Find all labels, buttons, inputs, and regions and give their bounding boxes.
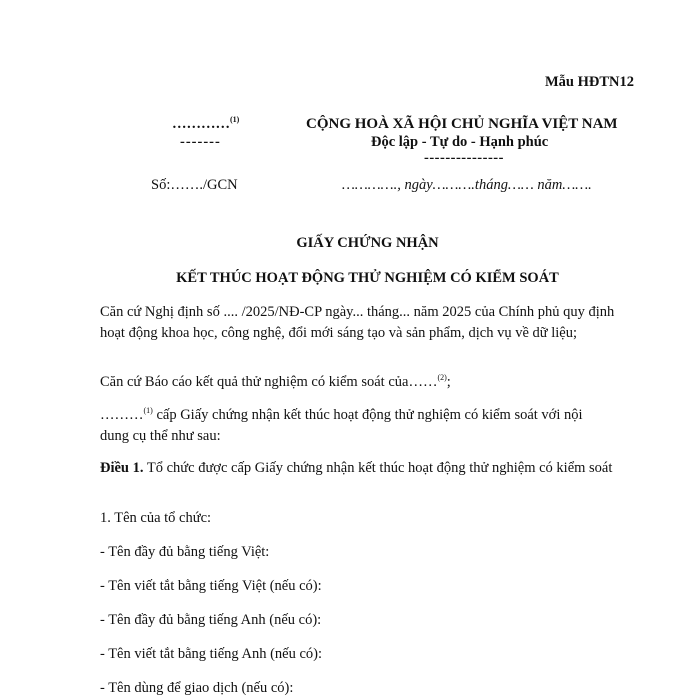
document-number: Số:……./GCN — [151, 177, 238, 193]
legal-basis-report — [100, 372, 615, 393]
agency-rule: ------- — [180, 134, 221, 150]
legal-basis-report-end: ; — [446, 374, 451, 390]
field-full-name-vi: - Tên đầy đủ bằng tiếng Việt: — [100, 544, 270, 560]
legal-basis-report-text: Căn cứ Báo cáo kết quả thử nghiệm có kiểm soát của…… — [100, 374, 438, 390]
article-1-text: Tổ chức được cấp Giấy chứng nhận kết thúc hoạt động thử nghiệm có kiểm soát — [143, 460, 613, 476]
field-short-name-vi: - Tên viết tắt bằng tiếng Việt (nếu có): — [100, 578, 322, 594]
article-1-label: Điều 1. — [100, 460, 144, 476]
issuer-footnote-mark: (1) — [143, 406, 153, 416]
document-title: GIẤY CHỨNG NHẬN — [296, 235, 439, 251]
document-subtitle: KẾT THÚC HOẠT ĐỘNG THỬ NGHIỆM CÓ KIỂM SOÁT — [176, 270, 559, 286]
nation-title: CỘNG HOÀ XÃ HỘI CHỦ NGHĨA VIỆT NAM — [306, 116, 618, 132]
place-and-date: …………., ngày……….tháng…… năm……. — [342, 177, 592, 193]
issuer-dots: ……… — [100, 407, 144, 423]
form-code: Mẫu HĐTN12 — [544, 74, 634, 90]
issuance-text: cấp Giấy chứng nhận kết thúc hoạt động thử nghiệm có kiểm soát với nội dung cụ thể như sau: — [100, 407, 583, 444]
report-footnote-mark: (2) — [437, 373, 447, 383]
field-short-name-en: - Tên viết tắt bằng tiếng Anh (nếu có): — [100, 646, 323, 662]
issuance-statement — [100, 405, 615, 447]
field-trading-name: - Tên dùng để giao dịch (nếu có): — [100, 680, 294, 696]
legal-basis-decree: Căn cứ Nghị định số .... /2025/NĐ-CP ngày... tháng... năm 2025 của Chính phủ quy định hoạt động khoa học, công nghệ, đổi mới sáng tạo và sản phẩm, dịch vụ về dữ liệu; — [100, 304, 615, 341]
agency-footnote-mark: (1) — [230, 115, 240, 125]
article-1 — [100, 458, 615, 479]
agency-dots: ………… — [172, 116, 230, 132]
agency-name-placeholder — [172, 116, 239, 133]
national-motto: Độc lập - Tự do - Hạnh phúc — [371, 134, 549, 150]
field-full-name-en: - Tên đầy đủ bằng tiếng Anh (nếu có): — [100, 612, 322, 628]
motto-rule: --------------- — [424, 150, 504, 166]
section-organization-name: 1. Tên của tổ chức: — [100, 510, 212, 526]
